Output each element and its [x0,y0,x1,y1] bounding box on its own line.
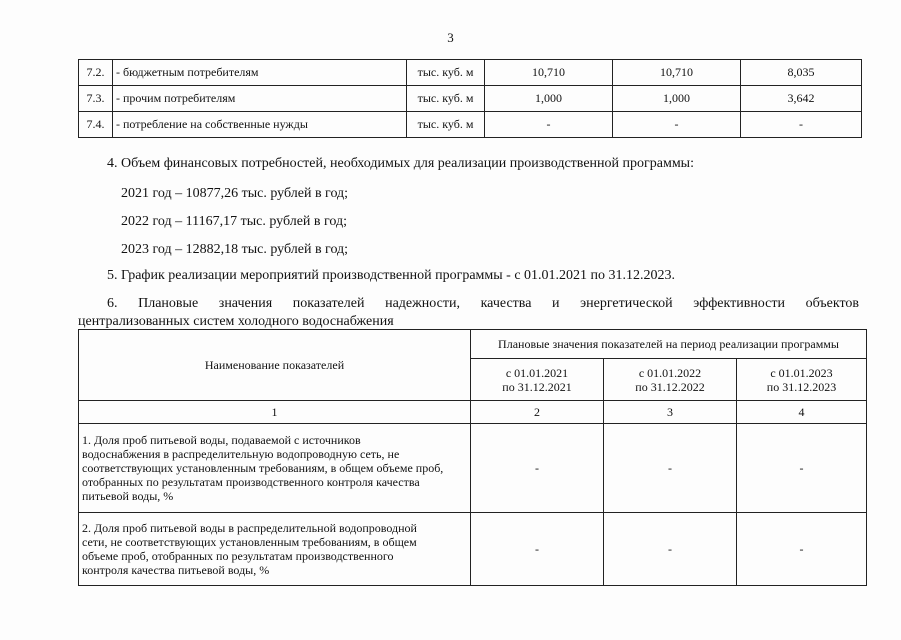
column-number: 1 [79,401,471,424]
value-2023: - [741,112,862,138]
period-from: с 01.01.2021 [505,365,569,380]
row-name: - прочим потребителям [113,86,407,112]
table-row [79,112,862,138]
indicator-name [79,513,471,586]
row-unit: тыс. куб. м [407,86,485,112]
column-number: 2 [471,401,604,424]
indicators-table [78,329,867,586]
indicator-line: контроля качества питьевой воды, % [82,563,270,577]
period-2022-header [604,359,737,401]
period-to: по 31.12.2021 [502,379,572,394]
period-2021-header [471,359,604,401]
indicator-value-2021: - [471,424,604,513]
indicator-name [79,424,471,513]
period-to: по 31.12.2023 [766,379,837,394]
column-number: 4 [737,401,867,424]
period-to: по 31.12.2022 [635,379,705,394]
row-number: 7.3. [79,86,113,112]
table-row [79,513,867,586]
column-number: 3 [604,401,737,424]
section-4-year-2021: 2021 год – 10877,26 тыс. рублей в год; [121,186,349,201]
indicator-value-2021: - [471,513,604,586]
row-number: 7.2. [79,60,113,86]
period-header: Плановые значения показателей на период реализации программы [471,330,867,359]
indicator-line: 1. Доля проб питьевой воды, подаваемой с источников [82,433,361,447]
indicator-value-2022: - [604,513,737,586]
value-2023: 8,035 [741,60,862,86]
period-from: с 01.01.2023 [770,365,833,380]
section-6-line-1: 6. Плановые значения показателей надежности, качества и энергетической эффективности объектов [107,296,859,311]
column-number-row [79,401,867,424]
table-row [79,424,867,513]
table-row [79,60,862,86]
value-2022: 1,000 [613,86,741,112]
table-row [79,86,862,112]
row-name: - бюджетным потребителям [113,60,407,86]
section-6-line-2: централизованных систем холодного водоснабжения [78,314,394,329]
indicator-line: соответствующих установленным требованиям, в общем объеме проб, [82,461,444,475]
indicator-value-2022: - [604,424,737,513]
row-unit: тыс. куб. м [407,112,485,138]
row-number: 7.4. [79,112,113,138]
value-2021: - [485,112,613,138]
period-2023-header [737,359,867,401]
value-2021: 10,710 [485,60,613,86]
value-2022: 10,710 [613,60,741,86]
value-2021: 1,000 [485,86,613,112]
indicator-value-2023: - [737,424,867,513]
indicator-line: отобранных по результатам производственного контроля качества [82,475,420,489]
page-number: 3 [447,30,454,45]
period-from: с 01.01.2022 [638,365,702,380]
indicator-line: объеме проб, отобранных по результатам производственного [82,549,394,563]
value-2022: - [613,112,741,138]
indicator-line: водоснабжения в распределительную водопроводную сеть, не [82,447,400,461]
section-4-heading: 4. Объем финансовых потребностей, необходимых для реализации производственной программы: [107,156,694,171]
indicator-value-2023: - [737,513,867,586]
indicator-line: питьевой воды, % [82,489,174,503]
value-2023: 3,642 [741,86,862,112]
row-name: - потребление на собственные нужды [113,112,407,138]
consumption-table [78,59,862,138]
section-4-year-2022: 2022 год – 11167,17 тыс. рублей в год; [121,214,348,229]
indicator-name-header: Наименование показателей [79,330,471,401]
indicator-line: 2. Доля проб питьевой воды в распределительной водопроводной [82,521,417,535]
table-header-row [79,330,867,359]
section-5-text: 5. График реализации мероприятий производственной программы - с 01.01.2021 по 31.12.2023. [107,268,676,283]
section-4-year-2023: 2023 год – 12882,18 тыс. рублей в год; [121,242,349,257]
row-unit: тыс. куб. м [407,60,485,86]
indicator-line: сети, не соответствующих установленным требованиям, в общем [82,535,417,549]
